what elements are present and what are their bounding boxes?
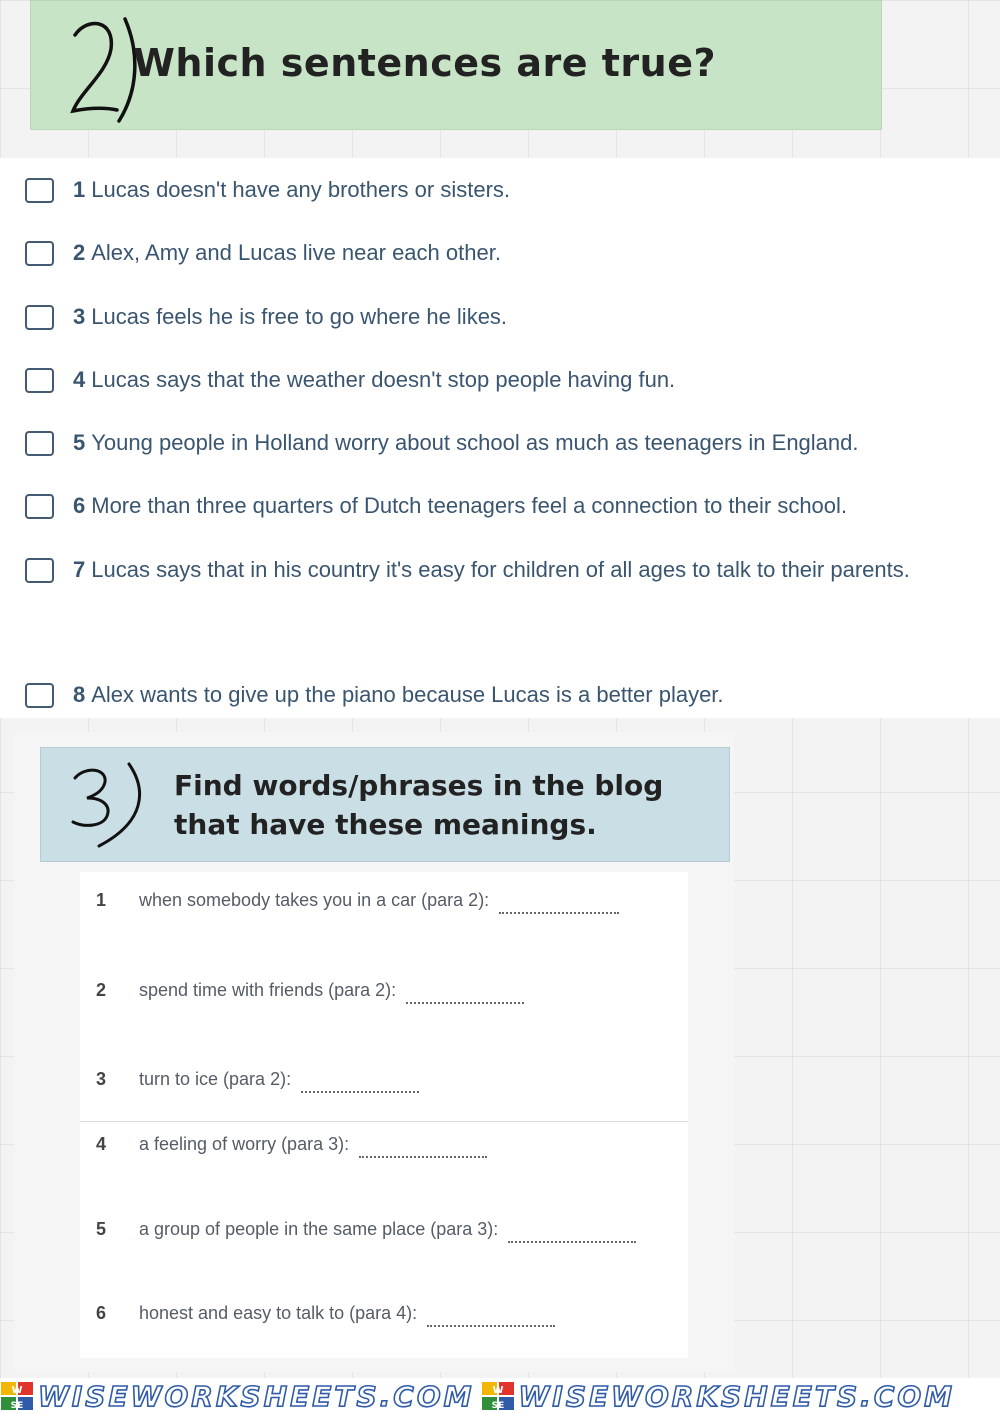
logo — [0, 1380, 475, 1413]
vocabulary-panel — [80, 872, 688, 1358]
statement-text: 4 Lucas says that the weather doesn't stop people having fun. — [73, 367, 676, 392]
statement-7 — [25, 558, 933, 602]
section3-header — [40, 747, 730, 862]
answer-blank-4[interactable] — [359, 1140, 487, 1158]
vocab-item-2: 2 spend time with friends (para 2): — [96, 980, 524, 1004]
section3-title: Find words/phrases in the blog that have these meanings. — [174, 769, 664, 841]
vocab-item-1: 1 when somebody takes you in a car (para 2): — [96, 890, 619, 914]
section2-header — [30, 0, 882, 130]
vocab-item-6: 6 honest and easy to talk to (para 4): — [96, 1303, 555, 1327]
logo-badge-icon — [0, 1381, 34, 1411]
logo-text: WISEWORKSHEETS.COM — [38, 1379, 475, 1413]
section2-title: Which sentences are true? — [133, 41, 717, 85]
vocab-item-4: 4 a feeling of worry (para 3): — [96, 1134, 487, 1158]
statement-text: 5 Young people in Holland worry about school as much as teenagers in England. — [73, 430, 859, 455]
answer-blank-5[interactable] — [508, 1225, 636, 1243]
statement-4 — [25, 368, 963, 412]
section2-number-handwritten — [67, 15, 137, 123]
vocab-item-3: 3 turn to ice (para 2): — [96, 1069, 419, 1093]
logo-text: WISEWORKSHEETS.COM — [518, 1379, 956, 1413]
logo — [481, 1380, 956, 1413]
footer-watermark — [0, 1378, 1000, 1414]
checkbox-1[interactable] — [25, 178, 54, 203]
statement-text: 1 Lucas doesn't have any brothers or sisters. — [73, 177, 511, 202]
svg-text:W: W — [11, 1385, 23, 1396]
logo-badge-icon — [481, 1381, 515, 1411]
answer-blank-3[interactable] — [301, 1075, 419, 1093]
answer-blank-6[interactable] — [427, 1309, 555, 1327]
section3-number-handwritten — [69, 756, 149, 848]
statement-text: 2 Alex, Amy and Lucas live near each other. — [73, 240, 501, 265]
statement-3 — [25, 305, 963, 349]
statement-1 — [25, 178, 963, 222]
checkbox-3[interactable] — [25, 305, 54, 330]
checkbox-6[interactable] — [25, 494, 54, 519]
divider — [80, 1121, 688, 1122]
svg-text:SE: SE — [10, 1401, 24, 1411]
checkbox-2[interactable] — [25, 241, 54, 266]
checkbox-7[interactable] — [25, 558, 54, 583]
statement-8 — [25, 683, 963, 727]
answer-blank-1[interactable] — [499, 896, 619, 914]
statement-text: 6 More than three quarters of Dutch teenagers feel a connection to their school. — [73, 493, 848, 518]
checkbox-8[interactable] — [25, 683, 54, 708]
statement-text: 7 Lucas says that in his country it's easy for children of all ages to talk to their parents. — [73, 557, 910, 582]
statement-6 — [25, 494, 963, 538]
statement-2 — [25, 241, 963, 285]
svg-text:W: W — [492, 1385, 504, 1396]
statement-5 — [25, 431, 963, 475]
statement-text: 3 Lucas feels he is free to go where he likes. — [73, 304, 508, 329]
svg-text:SE: SE — [491, 1401, 504, 1411]
answer-blank-2[interactable] — [406, 986, 524, 1004]
checkbox-4[interactable] — [25, 368, 54, 393]
vocab-item-5: 5 a group of people in the same place (para 3): — [96, 1219, 636, 1243]
checkbox-5[interactable] — [25, 431, 54, 456]
statement-text: 8 Alex wants to give up the piano because Lucas is a better player. — [73, 682, 724, 707]
